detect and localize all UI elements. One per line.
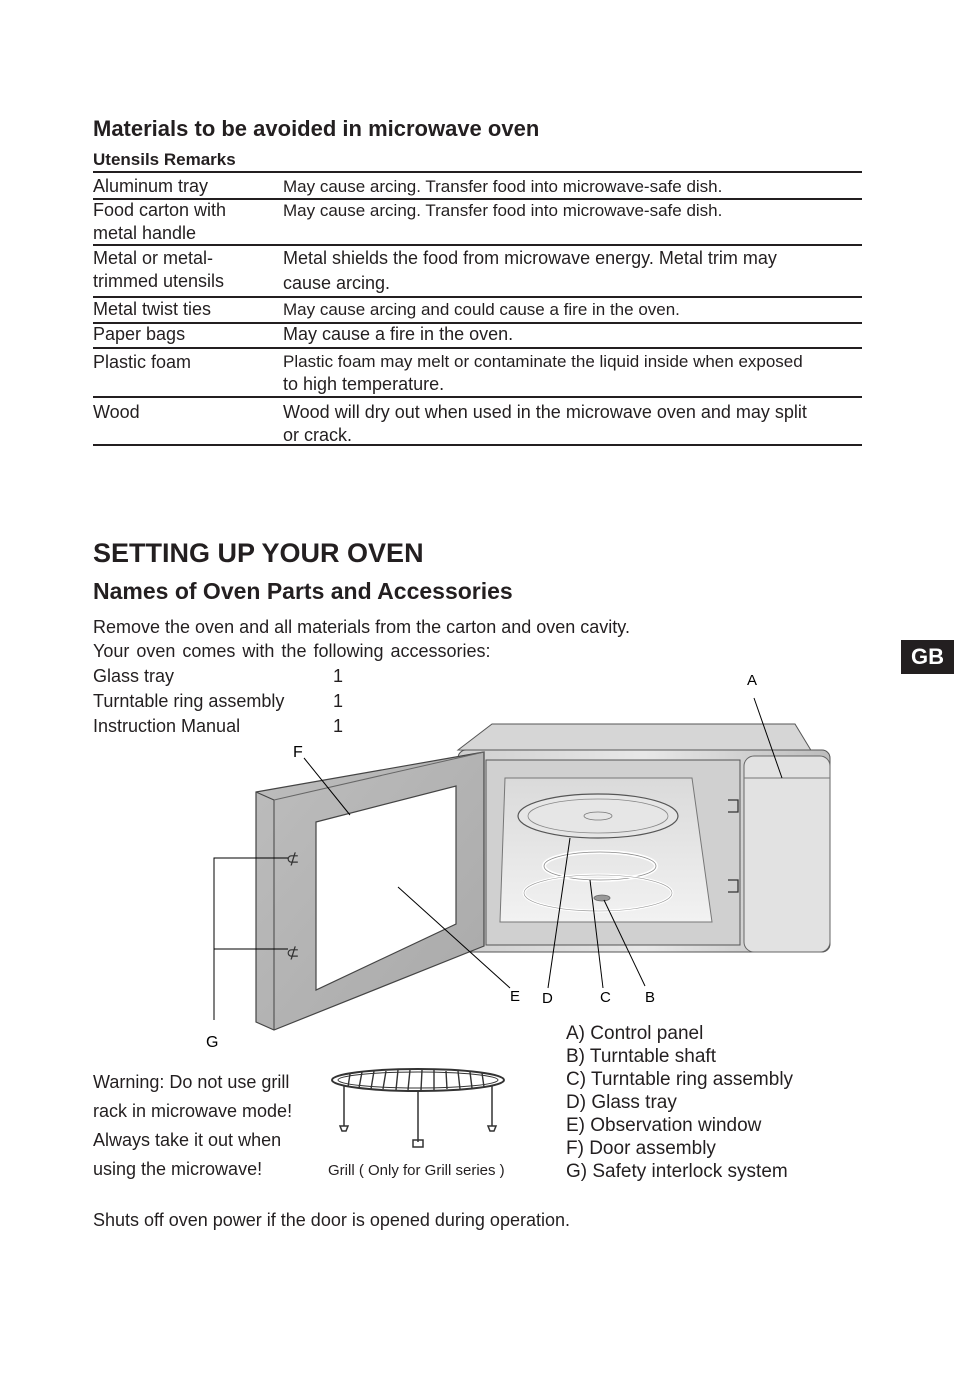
- language-tab: GB: [901, 640, 954, 674]
- accessory-name: Turntable ring assembly: [93, 691, 285, 711]
- hook-icon: ⊄: [286, 945, 300, 962]
- grill-caption: Grill ( Only for Grill series ): [328, 1162, 505, 1179]
- label-c: C: [600, 989, 611, 1006]
- remark-cell: May cause arcing. Transfer food into microwave-safe dish.: [283, 201, 723, 220]
- remark-cell: May cause arcing and could cause a fire in the oven.: [283, 300, 680, 319]
- utensil-cell: Plastic foam: [93, 352, 192, 372]
- accessory-qty: 1: [333, 691, 344, 711]
- accessory-name: Glass tray: [93, 666, 175, 686]
- materials-heading: Materials to be avoided in microwave oven: [93, 116, 540, 141]
- warning-line: rack in microwave mode!: [93, 1101, 293, 1121]
- remark-cell: Metal shields the food from microwave energy. Metal trim may: [283, 248, 777, 268]
- utensil-cell: Paper bags: [93, 324, 186, 344]
- remark-cell: cause arcing.: [283, 273, 391, 293]
- table-header: Utensils Remarks: [93, 150, 236, 169]
- parts-list: [566, 1022, 793, 1183]
- part-item: C) Turntable ring assembly: [566, 1069, 794, 1090]
- remark-cell: Plastic foam may melt or contaminate the liquid inside when exposed: [283, 352, 803, 371]
- oven-diagram: [0, 660, 954, 1060]
- table-rule: [93, 171, 862, 173]
- utensil-cell: Aluminum tray: [93, 176, 209, 196]
- remark-cell: May cause arcing. Transfer food into microwave-safe dish.: [283, 177, 723, 196]
- remark-cell: May cause a fire in the oven.: [283, 324, 514, 344]
- footer-note: Shuts off oven power if the door is opened during operation.: [93, 1210, 570, 1230]
- accessory-qty: 1: [333, 716, 344, 736]
- intro-line: Your oven comes with the following accessories:: [93, 641, 491, 661]
- accessory-name: Instruction Manual: [93, 716, 241, 736]
- table-rule: [93, 347, 862, 349]
- setup-subheading: Names of Oven Parts and Accessories: [93, 578, 513, 604]
- utensil-cell: Metal twist ties: [93, 299, 212, 319]
- utensil-cell: trimmed utensils: [93, 271, 225, 291]
- warning-line: Warning: Do not use grill: [93, 1072, 290, 1092]
- part-item: G) Safety interlock system: [566, 1161, 788, 1182]
- remark-cell: to high temperature.: [283, 374, 445, 394]
- part-item: B) Turntable shaft: [566, 1046, 716, 1067]
- utensil-cell: Metal or metal-: [93, 248, 214, 268]
- remark-cell: Wood will dry out when used in the microwave oven and may split: [283, 402, 807, 422]
- hook-icon: ⊄: [286, 851, 300, 868]
- table-rule: [93, 396, 862, 398]
- oven-top: [458, 724, 812, 752]
- control-panel: [744, 756, 830, 952]
- part-item: D) Glass tray: [566, 1092, 677, 1113]
- warning-line: using the microwave!: [93, 1159, 263, 1179]
- warning-line: Always take it out when: [93, 1130, 282, 1150]
- label-f: F: [293, 744, 303, 761]
- setup-heading: SETTING UP YOUR OVEN: [93, 538, 424, 568]
- label-e: E: [510, 988, 521, 1005]
- turntable-shaft: [594, 895, 610, 901]
- label-g: G: [206, 1034, 219, 1051]
- table-rule: [93, 296, 862, 298]
- accessory-qty: 1: [333, 666, 344, 686]
- part-item: E) Observation window: [566, 1115, 762, 1136]
- part-item: A) Control panel: [566, 1023, 704, 1044]
- grill-rack-icon: [326, 1060, 516, 1155]
- intro-line: Remove the oven and all materials from the carton and oven cavity.: [93, 617, 630, 637]
- part-item: F) Door assembly: [566, 1138, 716, 1159]
- grill-warning: [93, 1068, 292, 1184]
- remark-cell: or crack.: [283, 425, 353, 445]
- table-rule: [93, 444, 862, 446]
- glass-tray: [518, 794, 678, 838]
- label-b: B: [645, 989, 656, 1006]
- utensil-cell: metal handle: [93, 223, 197, 243]
- label-a: A: [747, 672, 758, 689]
- label-d: D: [542, 990, 553, 1007]
- table-rule: [93, 244, 862, 246]
- utensil-cell: Food carton with: [93, 200, 227, 220]
- utensil-cell: Wood: [93, 402, 140, 422]
